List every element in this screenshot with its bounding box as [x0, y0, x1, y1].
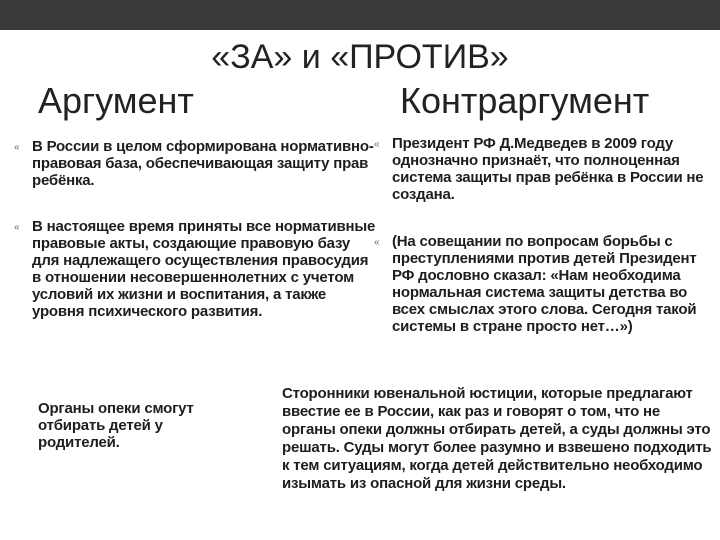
- counterargument-bullet-text: Президент РФ Д.Медведев в 2009 году однозначно признаёт, что полноценная система защиты прав ребёнка в России не создана.: [392, 135, 704, 203]
- counterargument-bullet: [374, 233, 712, 335]
- bullet-marker-icon: «: [14, 142, 20, 153]
- bullet-marker-icon: «: [374, 237, 380, 248]
- counterargument-bullet: [374, 135, 707, 203]
- bullet-marker-icon: «: [374, 139, 380, 150]
- argument-textbox: Органы опеки смогут отбирать детей у родителей.: [38, 400, 194, 451]
- counterargument-heading: Контраргумент: [400, 80, 650, 121]
- slide-title: «ЗА» и «ПРОТИВ»: [211, 38, 509, 76]
- counterargument-bullet-text: (На совещании по вопросам борьбы с преступлениями против детей Президент РФ дословно сказал: «Нам необходима нормальная система защиты детства во всех смыслах этого слова. Сегодня такой системы в стране просто нет…»): [392, 233, 697, 335]
- argument-bullet-text: В России в целом сформирована нормативно-правовая база, обеспечивающая защиту прав ребёнка.: [32, 138, 374, 189]
- argument-heading: Аргумент: [38, 80, 194, 121]
- top-bar: [0, 0, 720, 30]
- counterargument-textbox: Сторонники ювенальной юстиции, которые предлагают ввестие ее в России, как раз и говорят о том, что не органы опеки должны отбирать детей, а суды должны это решать. Суды могут более разумно и взвешено подходить к тем ситуациям, когда детей действительно необходимо изымать из опасной для жизни среды.: [282, 385, 712, 492]
- argument-bullet: [14, 218, 380, 320]
- bullet-marker-icon: «: [14, 222, 20, 233]
- argument-bullet: [14, 138, 380, 189]
- argument-bullet-text: В настоящее время приняты все нормативные правовые акты, создающие правовую базу для надлежащего осуществления правосудия в отношении несовершеннолетних с учетом условий их жизни и воспитания, а также уровня психического развития.: [32, 218, 376, 320]
